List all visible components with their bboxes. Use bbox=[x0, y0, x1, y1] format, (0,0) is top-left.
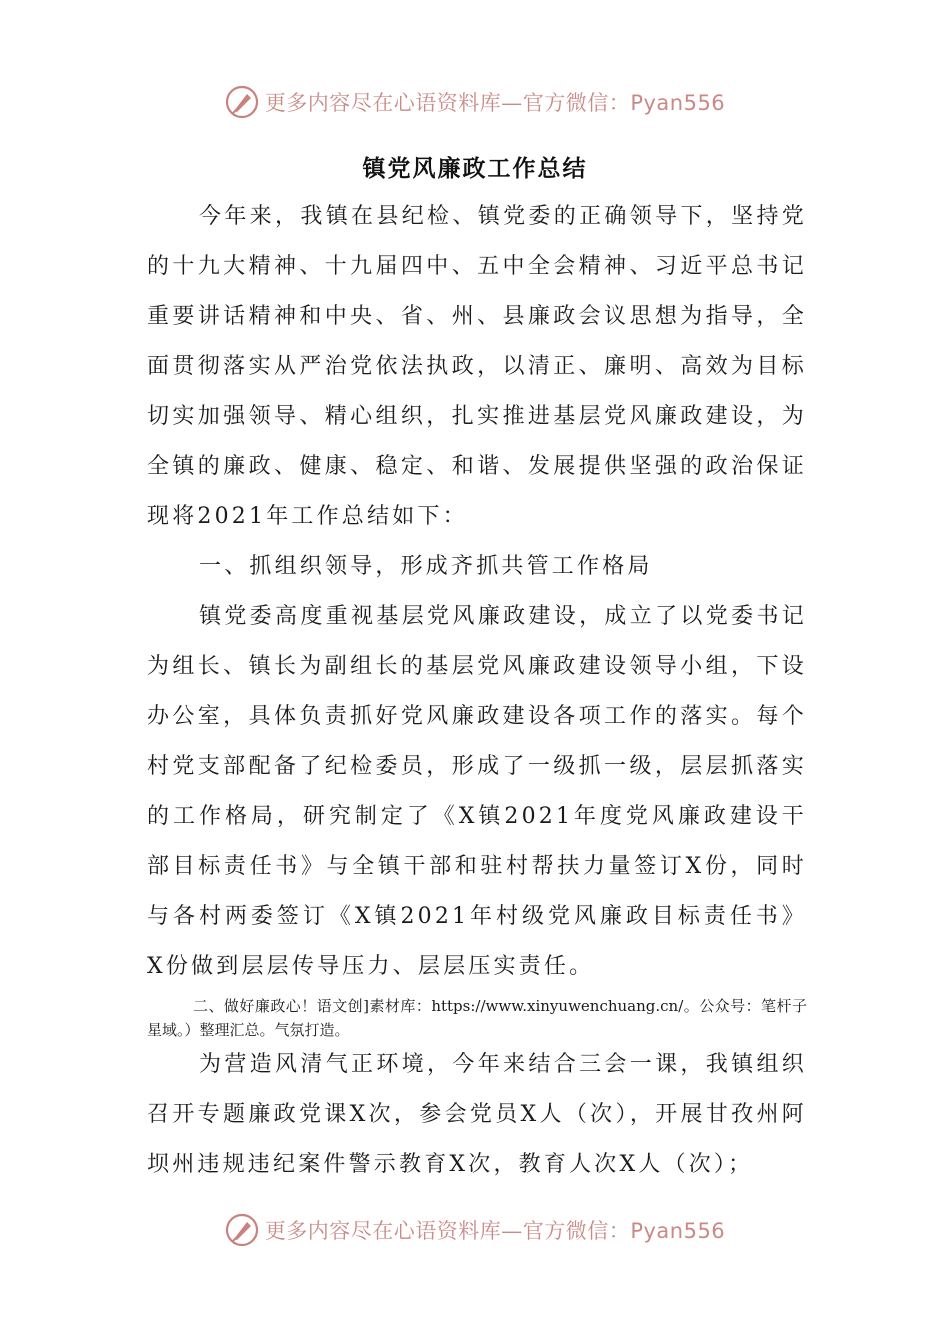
footer-banner bbox=[0, 1210, 950, 1250]
paragraph-organization: 镇党委高度重视基层党风廉政建设，成立了以党委书记为组长、镇长为副组长的基层党风廉政建设领导小组，下设办公室，具体负责抓好党风廉政建设各项工作的落实。每个村党支部配备了纪检委员，形成了一级抓一级，层层抓落实的工作格局，研究制定了《X镇2021年度党风廉政建设干部目标责任书》与全镇干部和驻村帮扶力量签订X份，同时与各村两委签订《X镇2021年村级党风廉政目标责任书》X份做到层层传导压力、层层压实责任。 bbox=[147, 604, 807, 979]
banner-text: 更多内容尽在心语资料库—官方微信：Pyan556 bbox=[264, 91, 726, 115]
wechat-id: Pyan556 bbox=[630, 1219, 726, 1243]
section-heading-1: 一、抓组织领导，形成齐抓共管工作格局 bbox=[199, 554, 653, 579]
wechat-id: Pyan556 bbox=[630, 91, 726, 115]
paragraph-intro: 今年来，我镇在县纪检、镇党委的正确领导下，坚持党的十九大精神、十九届四中、五中全会精神、习近平总书记重要讲话精神和中央、省、州、县廉政会议思想为指导，全面贯彻落实从严治党依法执政，以清正、廉明、高效为目标切实加强领导、精心组织，扎实推进基层党风廉政建设，为全镇的廉政、健康、稳定、和谐、发展提供坚强的政治保证现将2021年工作总结如下： bbox=[147, 204, 807, 529]
paragraph-education: 为营造风清气正环境，今年来结合三会一课，我镇组织召开专题廉政党课X次，参会党员X人（次），开展甘孜州阿坝州违规违纪案件警示教育X次，教育人次X人（次）； bbox=[147, 1052, 807, 1177]
header-banner bbox=[0, 82, 950, 122]
pen-nib-logo-icon bbox=[225, 1213, 259, 1247]
banner-text: 更多内容尽在心语资料库—官方微信：Pyan556 bbox=[264, 1219, 726, 1243]
document-title: 镇党风廉政工作总结 bbox=[362, 155, 588, 182]
pen-nib-logo-icon bbox=[225, 85, 259, 119]
source-note: 二、做好廉政心！语文创]素材库：https://www.xinyuwenchuang.cn/。公众号：笔杆子星域。）整理汇总。气氛打造。 bbox=[147, 997, 807, 1039]
